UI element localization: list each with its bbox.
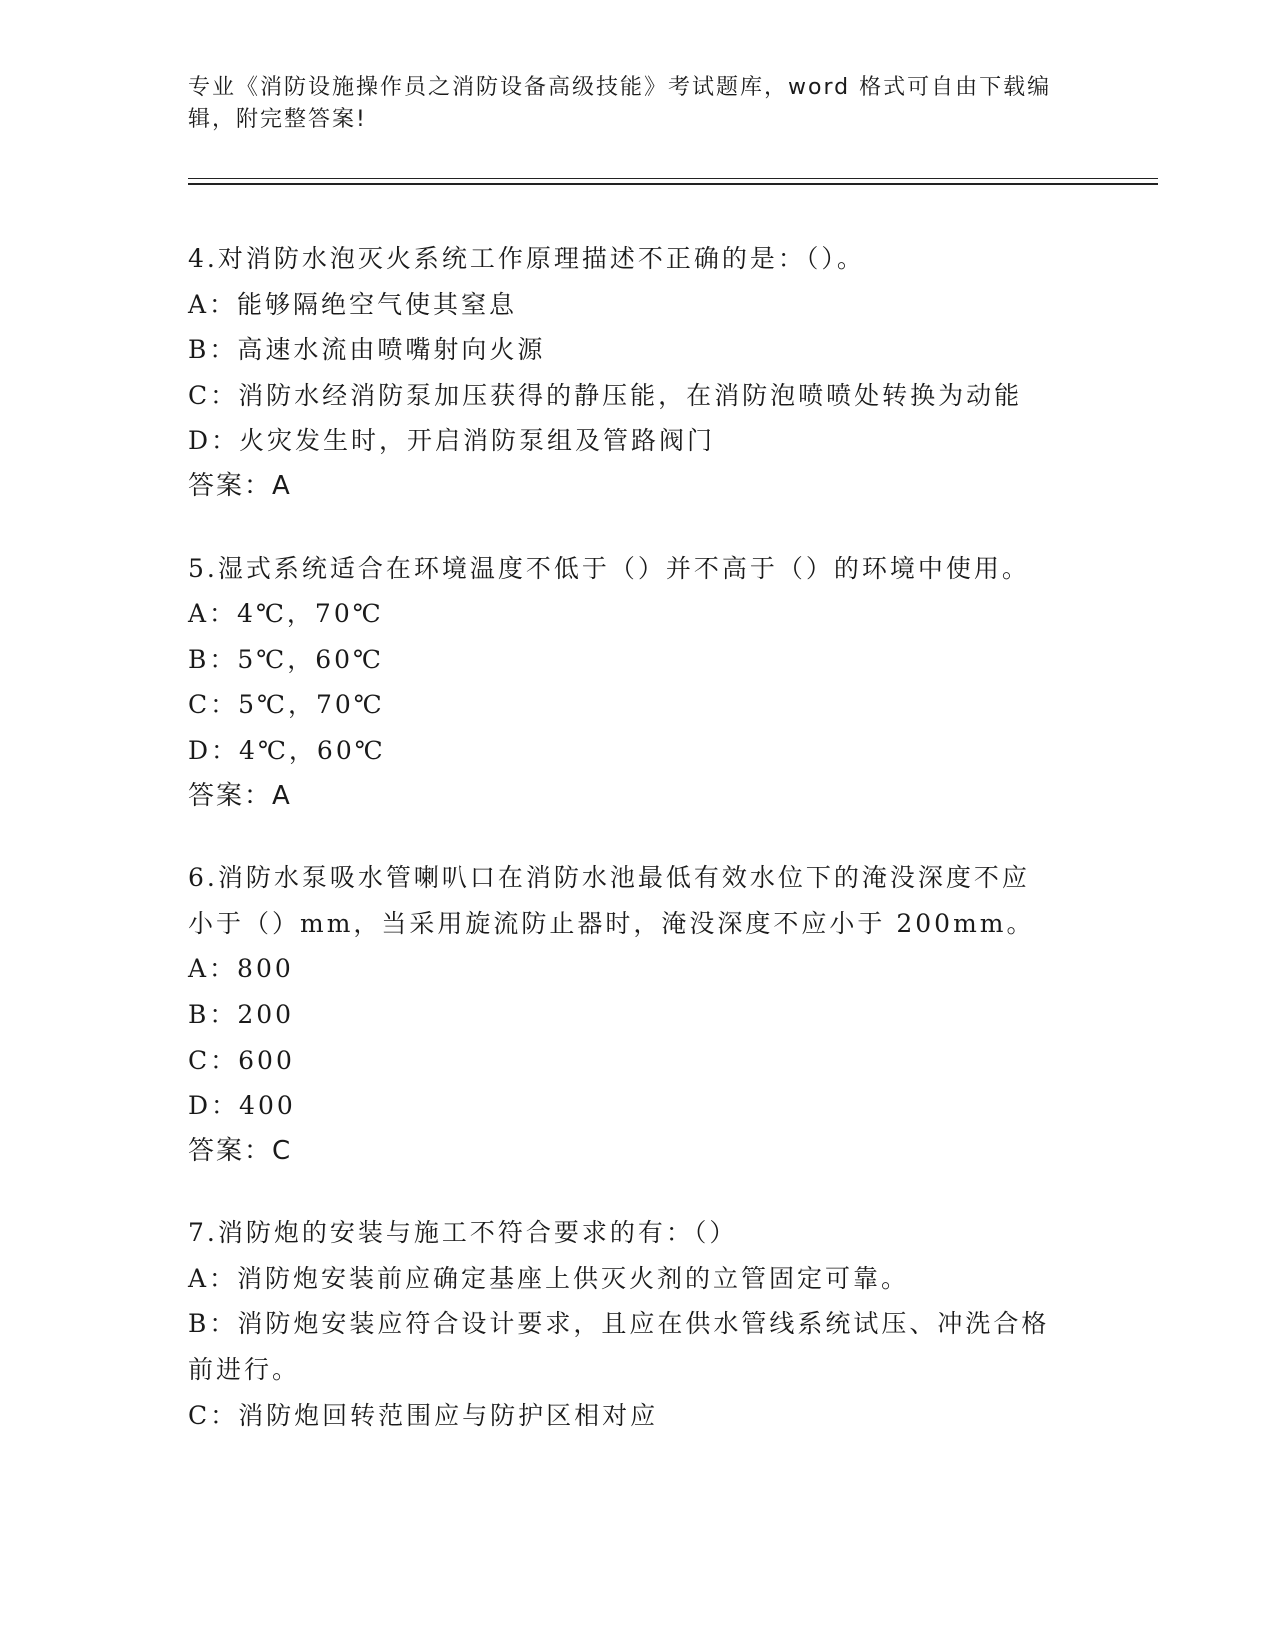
question-stem: 4.对消防水泡灭火系统工作原理描述不正确的是：（）。 <box>188 244 865 273</box>
answer-option: B：5℃，60℃ <box>188 644 385 674</box>
answer-option: C：消防水经消防泵加压获得的静压能，在消防泡喷喷处转换为动能 <box>188 380 1023 410</box>
answer-option: A：能够隔绝空气使其窒息 <box>188 289 518 319</box>
question-stem: 7.消防炮的安装与施工不符合要求的有：（） <box>188 1218 738 1248</box>
answer-option: B：消防炮安装应符合设计要求，且应在供水管线系统试压、冲洗合格 <box>188 1309 1050 1339</box>
question-stem: 5.湿式系统适合在环境温度不低于（）并不高于（）的环境中使用。 <box>188 553 1030 583</box>
header-line-2: 辑，附完整答案! <box>188 107 367 132</box>
question-stem: 小于（）mm，当采用旋流防止器时，淹没深度不应小于 200mm。 <box>188 908 1035 938</box>
question-block <box>188 855 1088 1174</box>
answer-option: C：消防炮回转范围应与防护区相对应 <box>188 1400 659 1430</box>
answer-option: C：600 <box>188 1045 295 1075</box>
answer-option: 前进行。 <box>188 1355 301 1385</box>
question-list <box>188 236 1088 1474</box>
answer-option: B：200 <box>188 999 295 1029</box>
document-header <box>188 72 1068 136</box>
question-block <box>188 546 1088 820</box>
answer-option: D：400 <box>188 1091 296 1121</box>
question-block <box>188 236 1088 510</box>
answer-option: D：4℃，60℃ <box>188 735 386 765</box>
question-block <box>188 1210 1088 1438</box>
header-rule-thick <box>188 183 1158 185</box>
answer-key: 答案：A <box>188 780 292 811</box>
answer-option: D：火灾发生时，开启消防泵组及管路阀门 <box>188 426 716 456</box>
question-stem: 6.消防水泵吸水管喇叭口在消防水池最低有效水位下的淹没深度不应 <box>188 863 1030 893</box>
header-line-1: 专业《消防设施操作员之消防设备高级技能》考试题库，word 格式可自由下载编 <box>188 75 1052 100</box>
answer-option: C：5℃，70℃ <box>188 690 385 720</box>
answer-option: A：消防炮安装前应确定基座上供灭火剂的立管固定可靠。 <box>188 1263 910 1293</box>
answer-option: B：高速水流由喷嘴射向火源 <box>188 335 546 365</box>
answer-key: 答案：A <box>188 470 292 501</box>
header-rule-thin <box>188 178 1158 179</box>
answer-option: A：4℃，70℃ <box>188 599 384 629</box>
answer-option: A：800 <box>188 954 294 984</box>
answer-key: 答案：C <box>188 1135 293 1166</box>
